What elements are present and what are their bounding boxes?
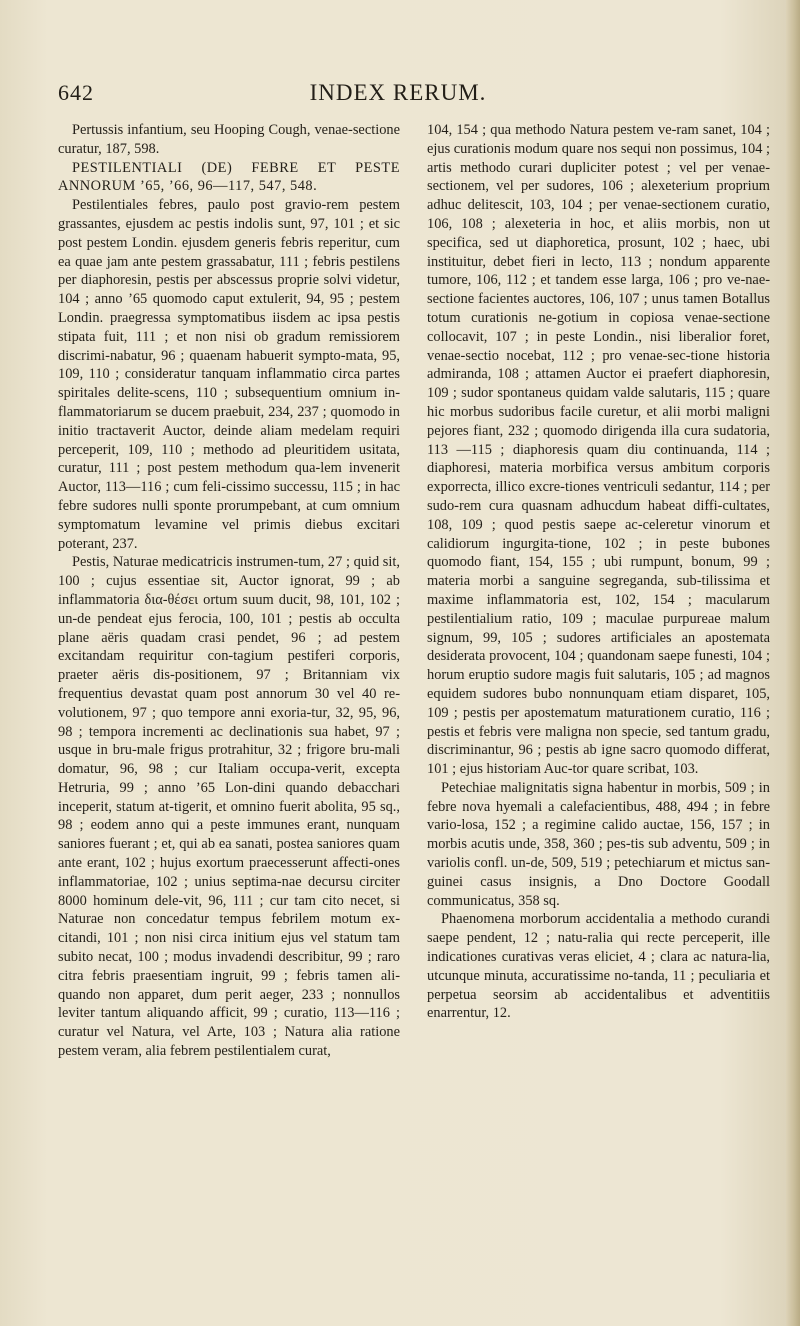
index-entry-petechiae: Petechiae malignitatis signa habentur in morbis, 509 ; in febre nova hyemali a calefacientibus, 488, 494 ; in febre vario-losa, 152 ; a regimine calido auctae, 156, 157 ; in morbis acutis unde, 358, 360 ; pes-tis sub adventu, 509 ; in variolis confl. un-de, 509, 519 ; petechiarum et mictus san-guinei casus insignis, a Dno Doctore Goodall communicatus, 358 sq.: [427, 779, 770, 909]
index-entry-phaenomena: Phaenomena morborum accidentalia a methodo curandi saepe pendent, 12 ; natu-ralia qui recte perceperit, ille indicationes curativas veras eliciet, 4 ; clara ac natura-lia, utcunque minuta, accuratissime no-tanda, 11 ; peculiaria et perpetua seorsim ab accidentalibus et adventitiis enarrentur, 12.: [427, 911, 770, 1022]
running-header: [58, 76, 738, 112]
index-heading-pestilentiali: PESTILENTIALI (DE) FEBRE ET PESTE ANNORUM ’65, ’66, 96—117, 547, 548.: [58, 159, 400, 195]
index-entry-pertussis: Pertussis infantium, seu Hooping Cough, venae-sectione curatur, 187, 598.: [58, 122, 400, 157]
left-column: [58, 121, 400, 1061]
index-entry-pestis-continued: 104, 154 ; qua methodo Natura pestem ve-ram sanet, 104 ; ejus curationis modum quare nos sequi non possimus, 104 ; artis methodo curari dupliciter potest ; vel per venae-sectionem, vel per sudores, 106 ; alexeterium proprium adhuc delitescit, 103, 104 ; per venae-sectionem curatio, 106, 108 ; alexeteria in hoc, et aliis morbis, non ut specifica, sed ut diaphoretica, prosunt, 102 ; haec, ubi instituitur, debet fieri in lecto, 113 ; nondum apparente tumore, 106, 112 ; et tandem esse larga, 106 ; pro ve-nae-sectione facientes auctores, 106, 107 ; unus tamen Botallus totum curationis ne-gotium in copiosa venae-sectione collocavit, 107 ; in peste Londin., nisi liberalior foret, venae-sectio nocebat, 112 ; pro venae-sec-tione historia admiranda, 108 ; attamen Auctor ei praefert diaphoresin, 109 ; sudor spontaneus quidam valde salutaris, 115 ; quare hic morbus sudoribus facile curetur, et alii morbi maligni pejores fiant, 232 ; quomodo dirigenda illa cura sudatoria, 113 —115 ; diaphoresis quam diu continuanda, 114 ; diaphoresi, materia morbifica versus ambitum corporis exporrecta, illico excre-tiones ventriculi sedantur, 114 ; per sudo-rem cura quasnam adhucdum habeat diffi-cultates, 108, 109 ; quod pestis saepe ac-celeretur vinorum et calidiorum ingurgita-tione, 102 ; in peste bubones quomodo fiant, 154, 155 ; ubi rumpunt, bonum, 99 ; materia morbi a sanguine segreganda, sub-tilissima et maxime inflammatoria est, 102, 154 ; macularum pestilentialium ratio, 109 ; maculae purpureae malum signum, 99, 105 ; sudores artificiales an apostemata desiderata provocent, 104 ; quandonam saepe funesti, 104 ; horum eruptio sudore magis fuit salutaris, 105 ; ad magnos equidem sudores bubo nonnunquam etiam disparet, 105, 109 ; pestis per apostematum maturationem curatio, 116 ; pestis et febris vere maligna non specie, sed tantum gradu, discriminantur, 96 ; pestis ab igne sacro quomodo differat, 101 ; ejus historiam Auc-tor quare scribat, 103.: [427, 122, 770, 778]
page-edge: [786, 0, 800, 1326]
index-entry-pestis: Pestis, Naturae medicatricis instrumen-tum, 27 ; quid sit, 100 ; cujus essentiae sit, Auctor ignorat, 99 ; ab inflammatoria δια-θέσει ortum suum ducit, 98, 101, 102 ; un-de pendeat ejus ferocia, 100, 101 ; pestis ab occulta plane aëris quadam crasi pendet, 96 ; ad pestem excitandam requiritur con-tagium pestiferi corporis, praeter aëris dis-positionem, 97 ; Britanniam vix frequentius devastat quam post annorum 30 vel 40 re-volutionem, 97 ; quo tempore anni exoria-tur, 32, 95, 96, 98 ; tempora incrementi ac declinationis sua habet, 97 ; usque in bru-male frigus protrahitur, 32 ; frigore bru-mali domatur, 96, 98 ; cur Italiam occupa-verit, excepta Hetruria, 99 ; anno ’65 Lon-dini quando debacchari inceperit, statum at-tigerit, et omnino fuerit abolita, 95 sq., 98 ; eodem anno qui a peste immunes erant, nunquam saniores fuerant ; et, qui ab ea sanati, postea saniores quam ante erant, 102 ; hujus exortum praecesserunt affecti-ones inflammatoriae, 102 ; unius septima-nae decursu circiter 8000 hominum dele-vit, 96, 111 ; cur tam cito necet, si Naturae non concedatur tempus febrilem motum ex-citandi, 101 ; non nisi circa initium ejus vel statum tam subito necat, 100 ; modus invadendi describitur, 99 ; raro citra febris praesentiam ingruit, 99 ; febris tamen ali-quando non apparet, dum perit aeger, 233 ; nonnullos leviter tantum aliquando afficit, 99 ; curatio, 113—116 ; curatur vel Natura, vel Arte, 103 ; Natura alia ratione pestem veram, alia febrem pestilentialem curat,: [58, 554, 400, 1060]
right-column: [427, 121, 770, 1023]
page-number: 642: [58, 80, 94, 105]
index-entry-pestilentiales-febres: Pestilentiales febres, paulo post gravio-rem pestem grassantes, ejusdem ac pestis indolis sunt, 97, 101 ; et sic post pestem Londin. ejusdem generis febris reperitur, cum ea quae jam ante pestem grassabatur, 111 ; febris pestilens per diaphoresin, pestis per abscessus proprie solvi videtur, 104 ; anno ’65 quomodo caput extulerit, 94, 95 ; pestem Londin. praegressa symptomatibus iisdem ac ipsa pestis stipata fuit, 111 ; et non nisi ob gradum remissiorem discrimi-nabatur, 96 ; quaenam habuerit sympto-mata, 95, 109, 110 ; consideratur tanquam inflammatio circa partes spiritales delite-scens, 110 ; subsequentium omnium in-flammatoriarum se ducem praebuit, 234, 237 ; quomodo in initio tractaverit Auctor, deinde aliam medelam requiri perceperit, 109, 110 ; methodo ad pleuritidem usitata, curatur, 111 ; post pestem methodum qua-lem invenerit Auctor, 113—116 ; cum feli-cissimo successu, 115 ; in hac febre sudores nulli sponte prorumpebant, at cum omnium symptomatum levamine vel primis diebus excitari poterant, 237.: [58, 197, 400, 552]
running-title: INDEX RERUM.: [309, 80, 487, 105]
